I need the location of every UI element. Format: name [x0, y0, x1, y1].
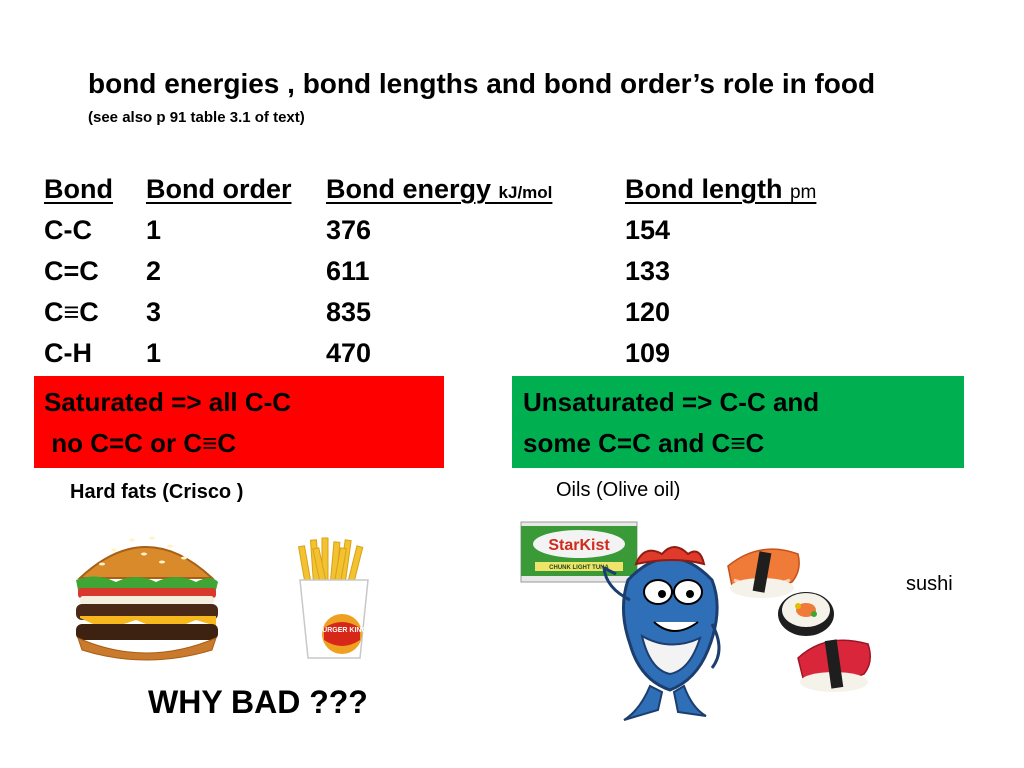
table-cell-bond: C=C [44, 256, 99, 286]
tuna-can-brand-text: StarKist [548, 537, 610, 554]
sushi-image [722, 540, 882, 696]
hard-fats-caption: Hard fats (Crisco ) [70, 481, 244, 503]
table-cell-order: 3 [146, 297, 162, 327]
oils-caption: Oils (Olive oil) [556, 479, 681, 501]
table-cell-bond: C≡C [44, 297, 99, 327]
unsaturated-box [512, 376, 964, 468]
saturated-line-1: Saturated => all C-C [44, 387, 292, 417]
fish-mascot-image [600, 540, 730, 736]
table-cell-length: 120 [625, 297, 671, 327]
table-cell-energy: 835 [326, 297, 372, 327]
table-cell-order: 1 [146, 215, 162, 245]
table-cell-energy: 611 [326, 256, 370, 286]
unsaturated-line-2: some C=C and C≡C [523, 428, 765, 458]
fries-brand-text: BURGER KING [317, 627, 367, 634]
why-bad-text: WHY BAD ??? [148, 684, 368, 720]
header-bond-energy [326, 172, 552, 210]
table-cell-length: 133 [625, 256, 671, 286]
table-cell-order: 1 [146, 338, 162, 368]
table-cell-bond: C-H [44, 338, 92, 368]
fries-image [296, 536, 372, 660]
table-cell-energy: 470 [326, 338, 372, 368]
tuna-can-label-text: CHUNK LIGHT TUNA [549, 565, 609, 571]
header-bond-length-label: Bond length [625, 174, 783, 204]
slide-title: bond energies , bond lengths and bond order’s role in food [88, 68, 876, 99]
header-bond: Bond [44, 174, 113, 204]
header-bond-energy-unit: kJ/mol [498, 183, 553, 202]
sushi-caption: sushi [906, 573, 953, 595]
burger-image [66, 520, 226, 666]
saturated-box [34, 376, 444, 468]
header-bond-energy-label: Bond energy [326, 174, 492, 204]
table-cell-bond: C-C [44, 215, 92, 245]
table-cell-energy: 376 [326, 215, 372, 245]
header-bond-order: Bond order [146, 174, 292, 204]
table-cell-length: 109 [625, 338, 671, 368]
saturated-line-2: no C=C or C≡C [44, 428, 237, 458]
header-bond-length-unit: pm [789, 182, 817, 203]
table-cell-order: 2 [146, 256, 162, 286]
table-cell-length: 154 [625, 215, 671, 245]
slide-subtitle: (see also p 91 table 3.1 of text) [88, 109, 305, 126]
unsaturated-line-1: Unsaturated => C-C and [523, 387, 820, 417]
header-bond-length [625, 172, 816, 210]
